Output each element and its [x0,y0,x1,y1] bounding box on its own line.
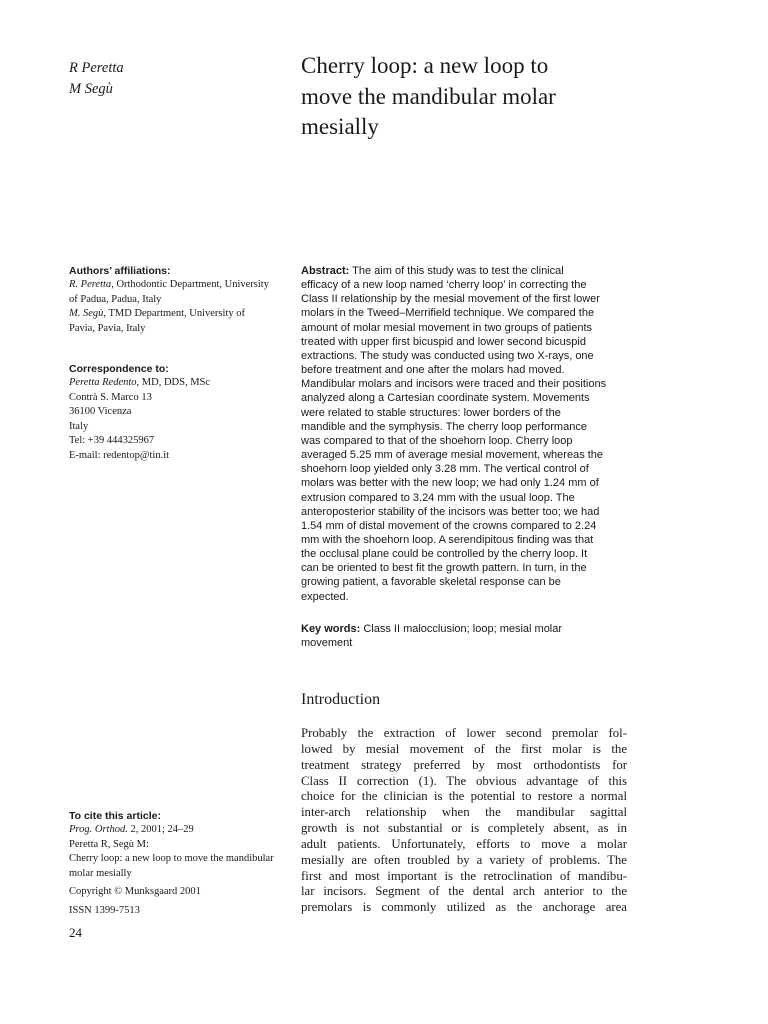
body-line: growth is not substantial or is completely absent, as in [301,821,627,836]
affiliation-line [69,322,269,337]
abstract-line: can be oriented to best fit the growth pattern. In turn, in the [301,562,587,575]
abstract-line: anteroposterior stability of the incisors was better too; we had [301,505,600,518]
citation-title: molar mesially [69,867,132,879]
abstract-text: The aim of this study was to test the clinical [349,265,564,277]
abstract-line: shoehorn loop yielded only 3.28 mm. The vertical control of [301,463,589,476]
keywords-line: movement [301,637,353,650]
abstract-line: amount of molar mesial movement in two groups of patients [301,321,593,334]
abstract-line: mm with the shoehorn loop. A serendipitous finding was that [301,533,594,546]
abstract-line: mandible and the symphysis. The cherry loop performance [301,420,587,433]
abstract-line: treated with upper first bicuspid and lower second bicuspid [301,335,586,348]
affiliation-line [69,307,269,322]
abstract-line: averaged 5.25 mm of average mesial movement, whereas the [301,449,604,462]
affiliation-text: Pavia, Pavia, Italy [69,322,146,334]
body-line: treatment strategy preferred by most orthodontists for [301,757,627,772]
keywords-label: Key words: [301,623,361,635]
citation-journal [69,823,284,838]
citation-title: Cherry loop: a new loop to move the mandibular [69,853,274,865]
abstract-line: efficacy of a new loop named ‘cherry loop’ in correcting the [301,279,587,292]
abstract-label: Abstract: [301,265,350,277]
journal-volume: 2, 2001; 24–29 [127,824,194,835]
correspondence-phone: Tel: +39 444325967 [69,435,155,447]
body-line: lar incisors. Segment of the dental arch anterior to the [301,884,627,899]
abstract [301,264,627,604]
copyright-notice: Copyright © Munksgaard 2001 [69,886,201,898]
affiliation-text: , Orthodontic Department, University [111,279,269,290]
issn: ISSN 1399-7513 [69,904,140,916]
keywords-line [301,622,627,636]
journal-name: Prog. Orthod. [69,824,128,835]
body-line: premolars is commonly utilized as the anchorage area [301,900,627,915]
keywords [301,622,627,650]
body-line: mesially are often troubled by a variety of problems. The [301,852,627,867]
correspondence-email[interactable]: E-mail: redentop@tin.it [69,449,170,461]
citation-authors: Peretta R, Segù M: [69,838,149,850]
correspondence-degrees: , MD, DDS, MSc [136,377,211,388]
body-line: Probably the extraction of lower second premolar fol- [301,726,627,740]
abstract-line: the occlusal plane could be controlled by the cherry loop. It [301,548,588,561]
author-name: M Segù [69,81,113,97]
body-line: first and most important is the retroclination of mandibu- [301,868,627,883]
abstract-line: molars was better with the new loop; we had only 1.24 mm of [301,477,599,490]
author-name: R Peretta [69,60,124,76]
page-number: 24 [69,925,82,940]
abstract-line: expected. [301,590,349,603]
affiliation-line [69,278,269,293]
affiliations-heading: Authors’ affiliations: [69,265,171,277]
abstract-line: analyzed along a Cartesian coordinate system. Movements [301,392,590,405]
section-heading: Introduction [301,691,381,708]
affiliations-block [69,264,269,336]
citation-block [69,809,284,919]
title-line: Cherry loop: a new loop to [301,53,549,78]
affiliation-text: , TMD Department, University of [103,308,245,320]
citation-heading: To cite this article: [69,810,161,822]
body-line: adult patients. Unfortunately, efforts to move a molar [301,836,627,851]
author-list [69,58,124,100]
abstract-line: Class II relationship by the mesial movement of the first lower [301,293,600,306]
body-line: choice for the clinician is the potential to restore a normal [301,789,627,804]
title-line: mesially [301,114,379,139]
abstract-line: molars in the Tweed–Merrifield technique. We compared the [301,307,595,320]
correspondence-line: Italy [69,420,89,432]
abstract-line: Mandibular molars and incisors were traced and their positions [301,378,607,391]
affiliation-line [69,293,269,308]
abstract-line: before treatment and one after the molars had moved. [301,364,565,377]
correspondence-line: 36100 Vicenza [69,406,132,418]
correspondence-block [69,362,269,464]
title-line: move the mandibular molar [301,83,556,109]
body-line: Class II correction (1). The obvious advantage of this [301,773,627,788]
body-line: lowed by mesial movement of the first molar is the [301,741,627,756]
abstract-line: were related to stable structures: lower borders of the [301,406,561,419]
abstract-line: growing patient, a favorable skeletal response can be [301,576,561,589]
abstract-line: was compared to that of the shoehorn loop. Cherry loop [301,434,573,447]
affiliation-author: R. Peretta [69,279,112,290]
abstract-line: extrusion compared to 3.24 mm with the usual loop. The [301,491,575,504]
article-title [301,51,631,143]
abstract-line: extractions. The study was conducted using two X-rays, one [301,349,594,362]
affiliation-text: of Padua, Padua, Italy [69,293,162,305]
correspondence-line [69,376,269,391]
correspondence-heading: Correspondence to: [69,363,169,375]
abstract-line [301,264,627,278]
correspondence-line: Contrà S. Marco 13 [69,391,152,403]
body-line: inter-arch relationship when the mandibular sagittal [301,805,627,820]
keywords-text: Class II malocclusion; loop; mesial molar [360,623,563,635]
introduction-body [301,726,627,916]
abstract-line: 1.54 mm of distal movement of the crowns compared to 2.24 [301,519,597,532]
correspondence-name: Peretta Redento [69,377,137,388]
affiliation-author: M. Segù [69,308,104,320]
